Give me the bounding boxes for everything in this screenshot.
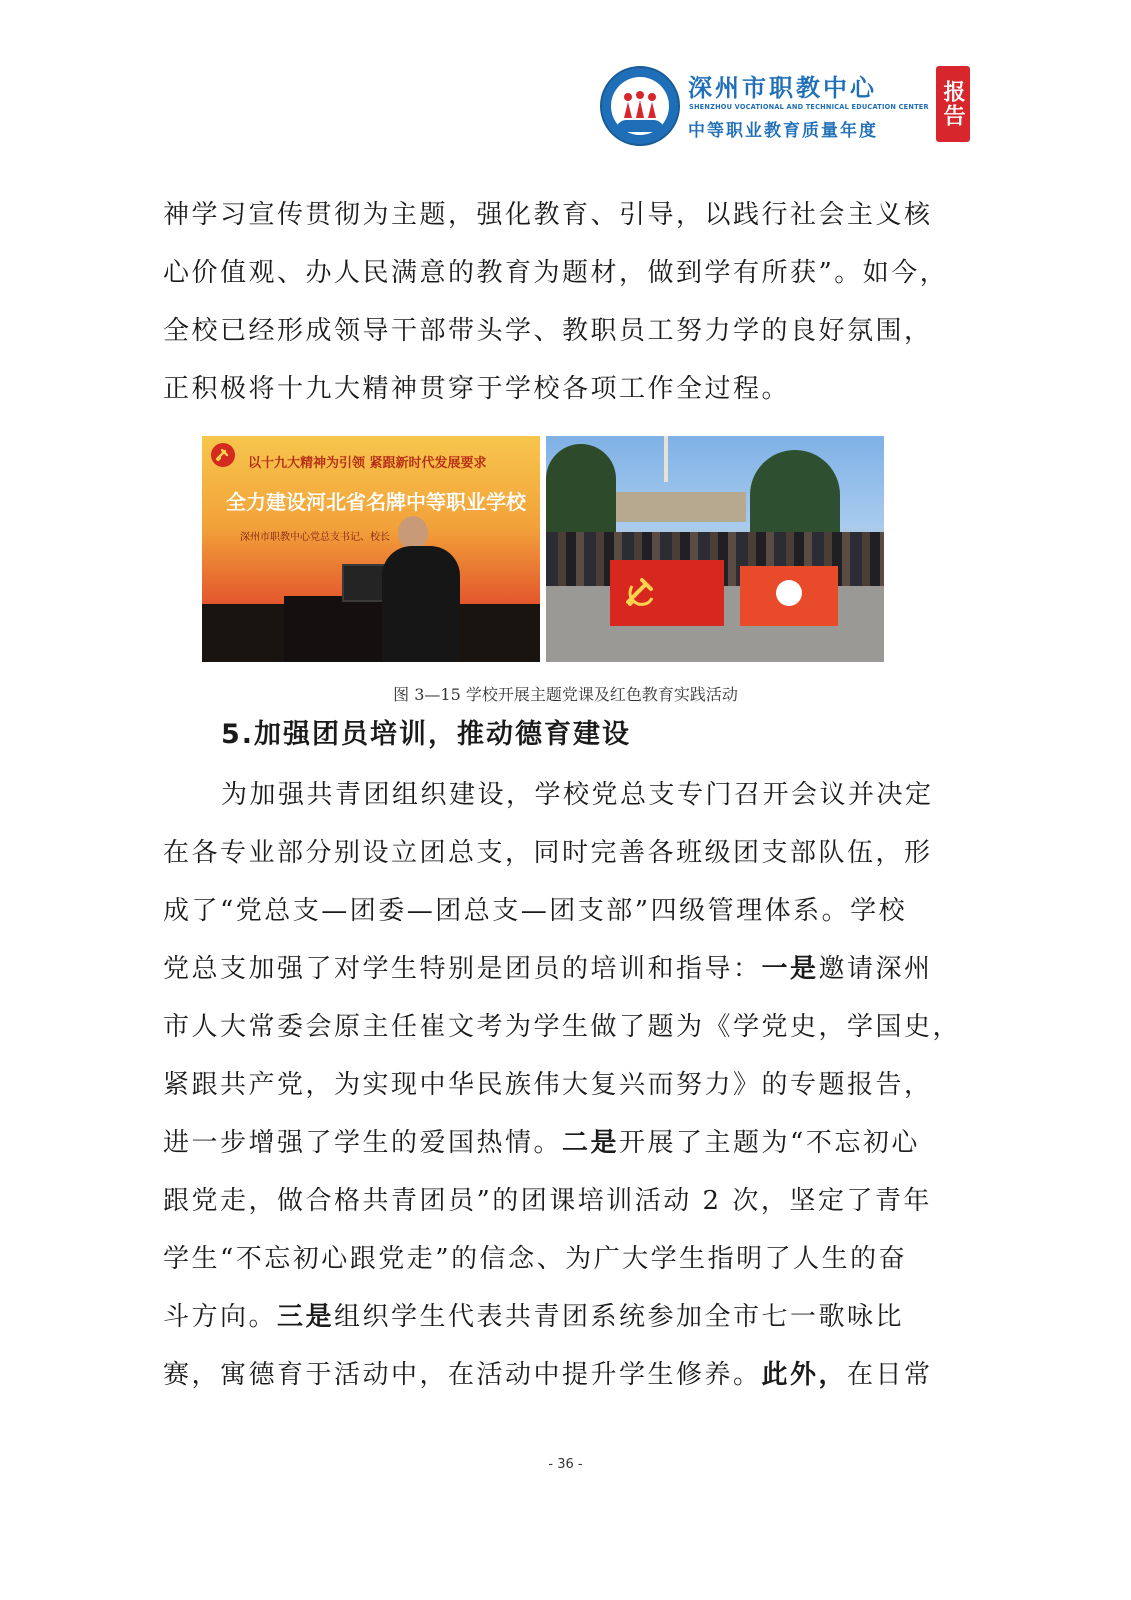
brand-name: 深州市职教中心	[688, 74, 877, 102]
logo-figures-icon	[620, 90, 660, 120]
brand-subtitle: 中等职业教育质量年度	[688, 121, 878, 141]
body-text: 在日常	[847, 1360, 933, 1390]
body-line: 在各专业部分别设立团总支，同时完善各班级团支部队伍，形	[163, 838, 933, 868]
body-line	[163, 1288, 953, 1346]
tree	[750, 450, 840, 540]
slide-line-2: 全力建设河北省名牌中等职业学校	[226, 490, 526, 514]
party-flag	[610, 560, 724, 626]
body-text: 赛，寓德育于活动中，在活动中提升学生修养。	[163, 1360, 762, 1390]
intro-line: 神学习宣传贯彻为主题，强化教育、引导，以践行社会主义核	[163, 200, 933, 230]
school-logo	[600, 66, 680, 146]
emphasis-second: 二是	[562, 1128, 620, 1158]
body-line: 跟党走，做合格共青团员”的团课培训活动 2 次，坚定了青年	[163, 1186, 932, 1216]
figure-caption: 图 3—15 学校开展主题党课及红色教育实践活动	[393, 685, 738, 704]
red-education-group-photo	[546, 436, 884, 662]
intro-line: 心价值观、办人民满意的教育为题材，做到学有所获”。如今，	[163, 258, 949, 288]
body-text: 党总支加强了对学生特别是团员的培训和指导：	[163, 954, 762, 984]
logo-hill	[616, 120, 664, 132]
monument-spire	[664, 436, 668, 482]
slide-line-1: 以十九大精神为引领 紧跟新时代发展要求	[248, 456, 487, 471]
body-line	[163, 1114, 953, 1172]
body-text: 组织学生代表共青团系统参加全市七一歌咏比	[334, 1302, 905, 1332]
hammer-sickle-icon	[620, 572, 660, 612]
body-text: 进一步增强了学生的爱国热情。	[163, 1128, 563, 1158]
body-line	[163, 1346, 953, 1404]
emphasis-third: 三是	[277, 1302, 335, 1332]
section-heading: 5.加强团员培训，推动德育建设	[221, 719, 632, 750]
page-number: - 36 -	[548, 1457, 583, 1472]
body-line: 为加强共青团组织建设，学校党总支专门召开会议并决定	[221, 780, 934, 810]
brand-english-name: SHENZHOU VOCATIONAL AND TECHNICAL EDUCATION CENTER	[689, 103, 929, 111]
emphasis-first: 一是	[761, 954, 819, 984]
memorial-building	[616, 492, 746, 522]
body-line: 紧跟共产党，为实现中华民族伟大复兴而努力》的专题报告，	[163, 1070, 933, 1100]
body-line	[163, 940, 953, 998]
body-line: 学生“不忘初心跟党走”的信念、为广大学生指明了人生的奋	[163, 1244, 908, 1274]
slide-line-3: 深州市职教中心党总支书记、校长	[240, 532, 390, 543]
body-paragraph	[163, 766, 962, 1404]
report-tag: 报告	[936, 66, 970, 142]
school-banner	[740, 566, 838, 626]
speaker-head	[398, 516, 428, 550]
body-line: 市人大常委会原主任崔文考为学生做了题为《学党史，学国史，	[163, 1012, 962, 1042]
report-header	[600, 66, 970, 148]
body-text: 开展了主题为“不忘初心	[619, 1128, 920, 1158]
intro-paragraph	[163, 186, 953, 418]
party-lecture-photo	[202, 436, 540, 662]
body-line: 成了“党总支—团委—团总支—团支部”四级管理体系。学校	[163, 896, 908, 926]
intro-line: 全校已经形成领导干部带头学、教职员工努力学的良好氛围，	[163, 316, 933, 346]
emphasis-in-addition: 此外，	[761, 1360, 848, 1390]
tree	[546, 444, 616, 544]
party-emblem-icon	[210, 442, 236, 468]
body-text: 斗方向。	[163, 1302, 278, 1332]
body-text: 邀请深州	[818, 954, 933, 984]
speaker-body	[382, 546, 460, 662]
intro-line: 正积极将十九大精神贯穿于学校各项工作全过程。	[163, 374, 791, 404]
banner-logo-icon	[776, 580, 802, 606]
